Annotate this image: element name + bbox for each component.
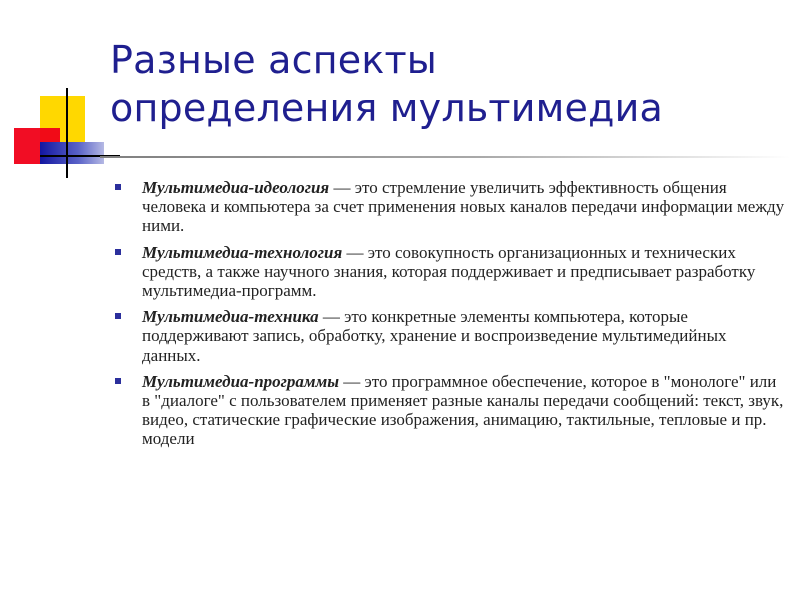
definition-term: Мультимедиа-техника — [142, 307, 319, 327]
definition-text: — это конкретные элементы компьютера, которые поддерживают запись, обработку, хранение и воспроизведение мультимедийных данных. — [142, 307, 727, 365]
title-line-1: Разные аспекты — [110, 38, 438, 82]
square-bullet-icon — [115, 184, 121, 190]
blue-gradient-decoration — [40, 142, 104, 164]
definition-text: — это стремление увеличить эффективность общения человека и компьютера за счет применения новых каналов передачи информации между ними. — [142, 178, 785, 236]
definition-term: Мультимедиа-технология — [142, 242, 343, 262]
list-item — [115, 307, 787, 365]
slide-title — [110, 36, 770, 132]
square-bullet-icon — [115, 313, 121, 319]
definition-text: — это программное обеспечение, которое в "монологе" или в "диалоге" с пользователем применяет разные каналы передачи сообщений: текст, звук, видео, статические графические изображения, анимацию, тактильные, тепловые и пр. модели — [142, 371, 784, 449]
definition-term: Мультимедиа-программы — [142, 371, 340, 391]
definition-text: — это совокупность организационных и технических средств, а также научного знания, которая поддерживает и предписывает разработку мультимедиа-программ. — [142, 242, 756, 301]
list-item — [115, 243, 787, 301]
title-divider — [100, 156, 790, 158]
square-bullet-icon — [115, 378, 121, 384]
list-item — [115, 178, 787, 236]
vertical-line-decoration — [66, 88, 68, 178]
definition-term: Мультимедиа-идеология — [142, 178, 330, 197]
list-item — [115, 372, 787, 449]
definition-list — [115, 178, 787, 456]
square-bullet-icon — [115, 249, 121, 255]
title-line-2: определения мультимедиа — [110, 86, 663, 130]
